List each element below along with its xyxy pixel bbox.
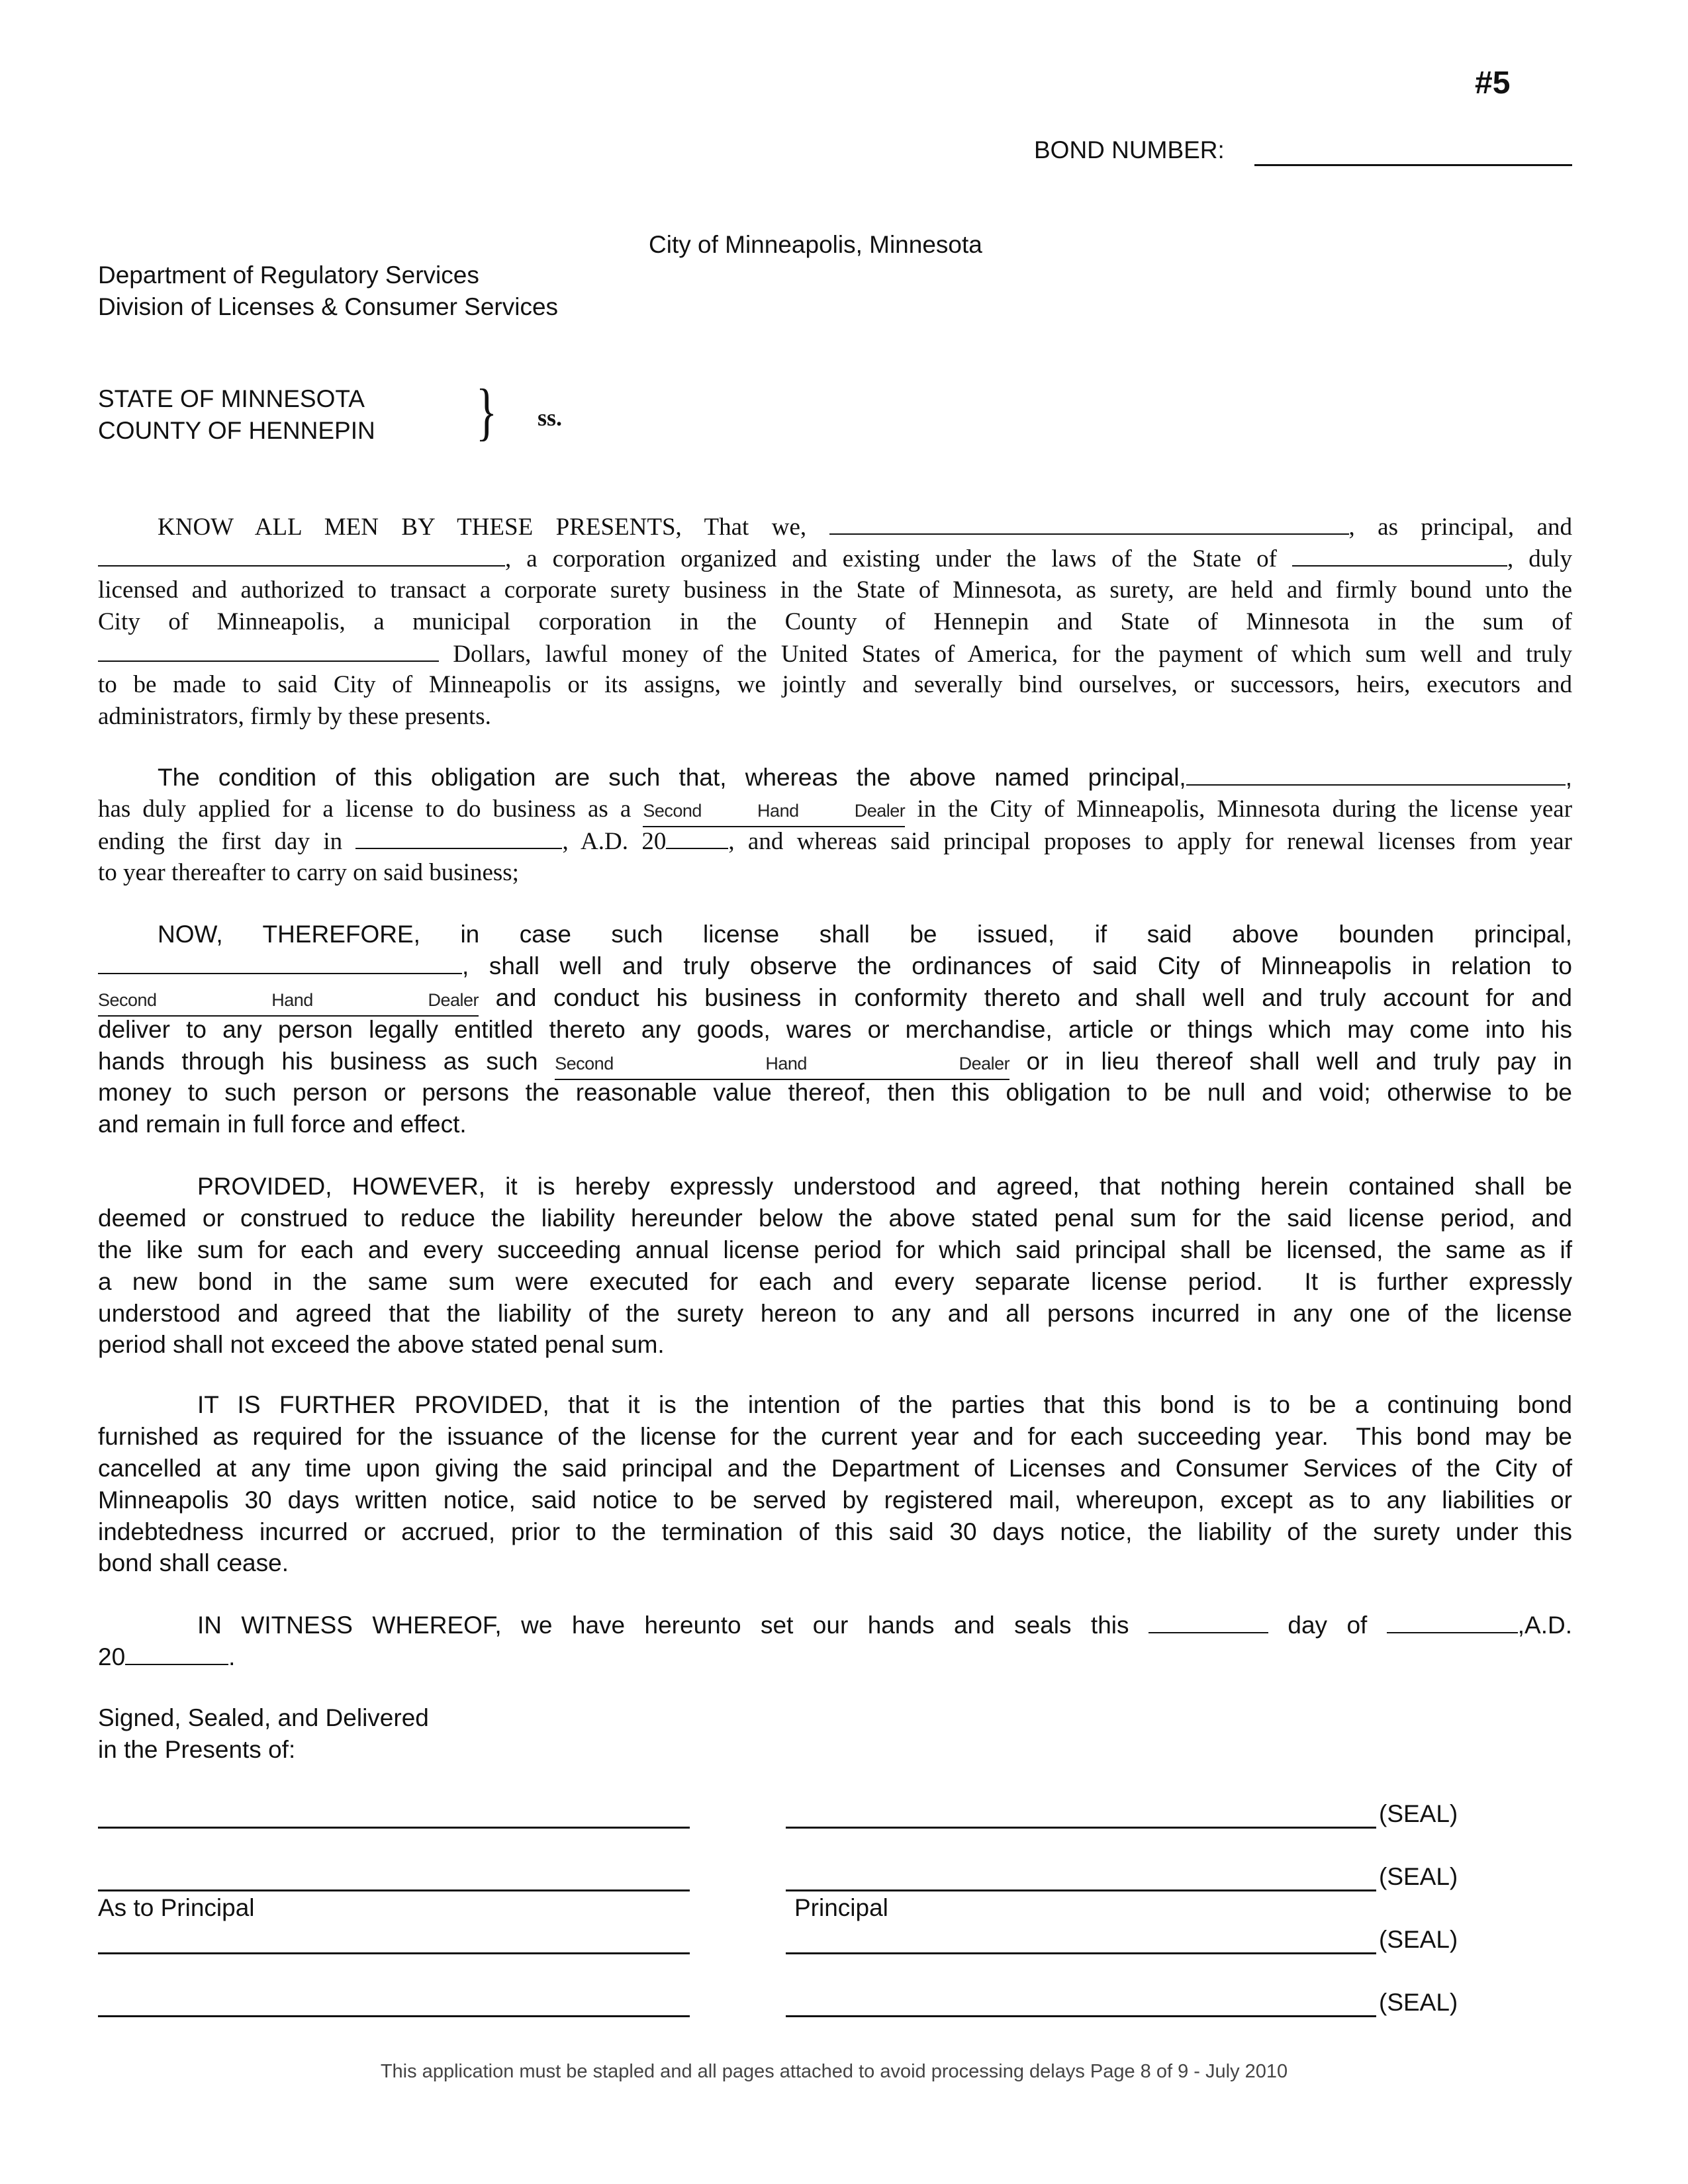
department-name: Department of Regulatory Services: [98, 261, 479, 289]
paragraph-line: [98, 1266, 1572, 1298]
text-segment: , A.D. 20: [562, 827, 667, 855]
text-segment: and remain in full force and effect.: [98, 1111, 467, 1138]
witness-signature-line[interactable]: [98, 1952, 690, 1954]
text-segment: , duly: [1507, 545, 1572, 572]
paragraph-line: [98, 794, 1572, 825]
paragraph-line: [98, 1046, 1572, 1077]
witness-signature-line[interactable]: [98, 1889, 690, 1891]
paragraph-line: [98, 1329, 1572, 1361]
text-segment: deemed or construed to reduce the liability hereunder below the above stated penal sum for the said license period, and: [98, 1204, 1572, 1232]
text-segment: understood and agreed that the liability of the surety hereon to any and all persons incurred in any one of the license: [98, 1299, 1572, 1327]
text-segment: the like sum for each and every succeeding annual license period for which said principal shall be licensed, the same as if: [98, 1236, 1572, 1263]
text-segment: City of Minneapolis, a municipal corporation in the County of Hennepin and State of Minnesota in the sum of: [98, 608, 1572, 635]
paragraph-line: [98, 1014, 1572, 1046]
text-segment: ending the first day in: [98, 827, 356, 855]
blank-fill-field[interactable]: [98, 638, 439, 662]
text-segment: ,: [1565, 764, 1572, 791]
bond-number-label: BOND NUMBER:: [1034, 136, 1225, 163]
seal-label: (SEAL): [1379, 1800, 1458, 1827]
bond-number-field[interactable]: [1254, 164, 1572, 166]
paragraph-line: [98, 950, 1572, 982]
blank-fill-field[interactable]: [355, 825, 562, 849]
paragraph-line: [98, 1171, 1572, 1203]
surety-signature-line[interactable]: [786, 2015, 1376, 2017]
paragraph-line: [98, 1516, 1572, 1548]
blank-fill-field[interactable]: [98, 543, 505, 567]
paragraph-line: [98, 1453, 1572, 1484]
ss-label: ss.: [538, 404, 563, 431]
text-segment: ,A.D.: [1517, 1612, 1572, 1639]
blank-fill-field[interactable]: [1387, 1610, 1518, 1633]
text-segment: Dollars, lawful money of the United States of America, for the payment of which sum well and truly: [439, 640, 1572, 668]
paragraph-line: [98, 1484, 1572, 1516]
page-footer: This application must be stapled and all pages attached to avoid processing delays Page 8 of 9 - July 2010: [380, 2061, 1288, 2082]
text-segment: IT IS FURTHER PROVIDED, that it is the intention of the parties that this bond is to be a continuing bond: [197, 1391, 1572, 1418]
blank-fill-field[interactable]: [666, 825, 728, 849]
text-segment: hands through his business as such: [98, 1047, 555, 1075]
license-type-field[interactable]: Second Hand Dealer: [98, 990, 479, 1017]
paragraph-line: [98, 606, 1572, 638]
text-segment: a new bond in the same sum were executed for each and every separate license period. It is further expressly: [98, 1267, 1572, 1295]
text-segment: , a corporation organized and existing under the laws of the State of: [505, 545, 1292, 572]
paragraph-line: [98, 669, 1572, 701]
text-segment: , as principal, and: [1348, 514, 1572, 541]
text-segment: PROVIDED, HOWEVER, it is hereby expressly understood and agreed, that nothing herein contained shall be: [197, 1173, 1572, 1200]
paragraph-line: [98, 574, 1572, 606]
division-name: Division of Licenses & Consumer Services: [98, 293, 559, 320]
blank-fill-field[interactable]: [98, 950, 462, 974]
now-therefore-paragraph: [98, 919, 1572, 1140]
paragraph-line: [98, 1610, 1572, 1641]
text-segment: IN WITNESS WHEREOF, we have hereunto set our hands and seals this: [197, 1612, 1149, 1639]
blank-fill-field[interactable]: [829, 511, 1349, 535]
surety-signature-line[interactable]: [786, 1952, 1376, 1954]
paragraph-line: [98, 701, 1572, 733]
paragraph-line: [98, 1109, 1572, 1140]
blank-fill-field[interactable]: [1149, 1610, 1268, 1633]
text-segment: period shall not exceed the above stated penal sum.: [98, 1331, 665, 1359]
text-segment: .: [228, 1643, 236, 1670]
provided-however-paragraph: [98, 1171, 1572, 1361]
witness-signature-line[interactable]: [98, 1827, 690, 1829]
seal-label: (SEAL): [1379, 1989, 1458, 2016]
principal-signature-line[interactable]: [786, 1827, 1376, 1829]
text-segment: Minneapolis 30 days written notice, said notice to be served by registered mail, whereupon, except as to any liabilities or: [98, 1486, 1572, 1514]
city-heading: City of Minneapolis, Minnesota: [649, 231, 982, 258]
paragraph-line: [98, 1641, 1572, 1673]
paragraph-line: [98, 1298, 1572, 1330]
text-segment: The condition of this obligation are such that, whereas the above named principal,: [158, 764, 1186, 791]
paragraph-line: [98, 543, 1572, 574]
text-segment: has duly applied for a license to do business as a: [98, 795, 643, 823]
condition-paragraph: [98, 762, 1572, 889]
text-segment: and conduct his business in conformity thereto and shall well and truly account for and: [479, 983, 1572, 1011]
paragraph-line: [98, 1421, 1572, 1453]
license-type-field[interactable]: Second Hand Dealer: [643, 801, 905, 827]
paragraph-line: [98, 762, 1572, 794]
paragraph-line: [98, 1203, 1572, 1234]
text-segment: indebtedness incurred or accrued, prior to the termination of this said 30 days notice, the liability of the surety under this: [98, 1518, 1572, 1545]
paragraph-line: [98, 919, 1572, 950]
paragraph-line: [98, 1234, 1572, 1266]
witness-signature-line[interactable]: [98, 2015, 690, 2017]
paragraph-line: [98, 638, 1572, 670]
text-segment: KNOW ALL MEN BY THESE PRESENTS, That we,: [158, 514, 829, 541]
text-segment: administrators, firmly by these presents.: [98, 703, 491, 731]
license-type-field[interactable]: Second Hand Dealer: [555, 1054, 1009, 1080]
in-witness-paragraph: [98, 1610, 1572, 1673]
signed-sealed-label: Signed, Sealed, and Delivered: [98, 1704, 429, 1731]
paragraph-line: [98, 1547, 1572, 1579]
text-segment: furnished as required for the issuance of the license for the current year and for each succeeding year. This bond may be: [98, 1422, 1572, 1450]
text-segment: licensed and authorized to transact a corporate surety business in the State of Minnesota, as surety, are held and firmly bound unto the: [98, 576, 1572, 604]
blank-fill-field[interactable]: [125, 1641, 228, 1665]
state-label: STATE OF MINNESOTA: [98, 385, 365, 412]
principal-signature-line[interactable]: [786, 1889, 1376, 1891]
paragraph-line: [98, 982, 1572, 1014]
paragraph-line: [98, 1077, 1572, 1109]
paragraph-line: [98, 825, 1572, 857]
text-segment: to year thereafter to carry on said business;: [98, 858, 519, 886]
further-provided-paragraph: [98, 1389, 1572, 1579]
seal-label: (SEAL): [1379, 1863, 1458, 1890]
paragraph-line: [98, 511, 1572, 543]
brace-icon: }: [475, 376, 498, 447]
text-segment: to be made to said City of Minneapolis or its assigns, we jointly and severally bind ourselves, or successors, heirs, executors and: [98, 671, 1572, 699]
text-segment: money to such person or persons the reasonable value thereof, then this obligation to be null and void; otherwise to be: [98, 1079, 1572, 1107]
seal-label: (SEAL): [1379, 1926, 1458, 1953]
county-label: COUNTY OF HENNEPIN: [98, 417, 375, 444]
presents-of-label: in the Presents of:: [98, 1736, 296, 1763]
as-to-principal-label: As to Principal: [98, 1894, 255, 1921]
paragraph-line: [98, 857, 1572, 889]
blank-fill-field[interactable]: [1292, 543, 1507, 567]
text-segment: , shall well and truly observe the ordinances of said City of Minneapolis in relation to: [462, 952, 1572, 979]
blank-fill-field[interactable]: [1186, 762, 1566, 786]
text-segment: bond shall cease.: [98, 1549, 289, 1577]
page-marker: #5: [1475, 66, 1511, 101]
principal-label: Principal: [794, 1894, 888, 1921]
text-segment: , and whereas said principal proposes to apply for renewal licenses from year: [728, 827, 1572, 855]
text-segment: cancelled at any time upon giving the said principal and the Department of Licenses and Consumer Services of the City of: [98, 1454, 1572, 1482]
know-all-men-paragraph: [98, 511, 1572, 733]
text-segment: 20: [98, 1643, 126, 1670]
text-segment: or in lieu thereof shall well and truly pay in: [1009, 1047, 1572, 1075]
text-segment: day of: [1268, 1612, 1387, 1639]
text-segment: deliver to any person legally entitled thereto any goods, wares or merchandise, article or things which may come into his: [98, 1015, 1572, 1043]
text-segment: NOW, THEREFORE, in case such license shall be issued, if said above bounden principal,: [158, 921, 1572, 948]
paragraph-line: [98, 1389, 1572, 1421]
text-segment: in the City of Minneapolis, Minnesota during the license year: [905, 795, 1573, 823]
